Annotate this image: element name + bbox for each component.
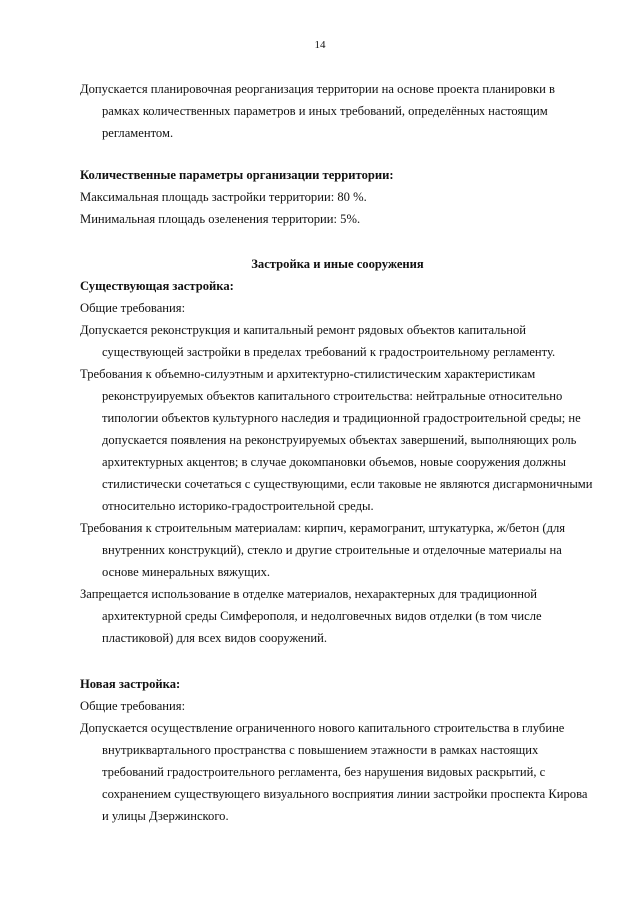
quantitative-heading: Количественные параметры организации территории:	[80, 168, 394, 182]
spacer	[80, 144, 595, 164]
existing-heading: Существующая застройка:	[80, 279, 234, 293]
spacer	[80, 230, 595, 253]
section-title: Застройка и иные сооружения	[251, 257, 424, 271]
page-number: 14	[314, 39, 326, 51]
min-green-line: Минимальная площадь озеленения территории: 5%.	[80, 212, 361, 226]
document-body	[80, 78, 595, 827]
existing-paragraph: Допускается реконструкция и капитальный ремонт рядовых объектов капитальной существующей застройки в пределах требований к градостроительному регламенту.	[80, 323, 556, 359]
existing-paragraph: Требования к строительным материалам: кирпич, керамогранит, штукатурка, ж/бетон (для внутренних конструкций), стекло и другие строительные и отделочные материалы на основе минеральных вяжущих.	[80, 521, 566, 579]
existing-paragraph: Запрещается использование в отделке материалов, нехарактерных для традиционной архитектурной среды Симферополя, и недолговечных видов отделки (в том числе пластиковой) для всех видов сооружений.	[80, 587, 542, 645]
intro-paragraph: Допускается планировочная реорганизация территории на основе проекта планировки в рамках количественных параметров и иных требований, определённых настоящим регламентом.	[80, 82, 555, 140]
new-paragraph: Допускается осуществление ограниченного нового капитального строительства в глубине внутриквартального пространства с повышением этажности в рамках настоящих требований градостроительного регламента, без нарушения видовых раскрытий, с сохранением существующего визуального восприятия линии застройки проспекта Кирова и улицы Дзержинского.	[80, 721, 588, 823]
new-heading: Новая застройка:	[80, 677, 181, 691]
spacer	[80, 649, 595, 673]
existing-paragraph: Требования к объемно-силуэтным и архитектурно-стилистическим характеристикам реконструируемых объектов капитального строительства: нейтральные относительно типологии объектов культурного наследия и традиционной градостроительной среды; не допускается появления на реконструируемых объектах завершений, выполняющих роль архитектурных акцентов; в случае докомпановки объемов, новые сооружения должны стилистически сочетаться с существующими, если таковые не являются дисгармоничными относительно историко-градостроительной среды.	[80, 367, 593, 513]
existing-general-label: Общие требования:	[80, 301, 186, 315]
max-area-line: Максимальная площадь застройки территории: 80 %.	[80, 190, 367, 204]
new-general-label: Общие требования:	[80, 699, 186, 713]
